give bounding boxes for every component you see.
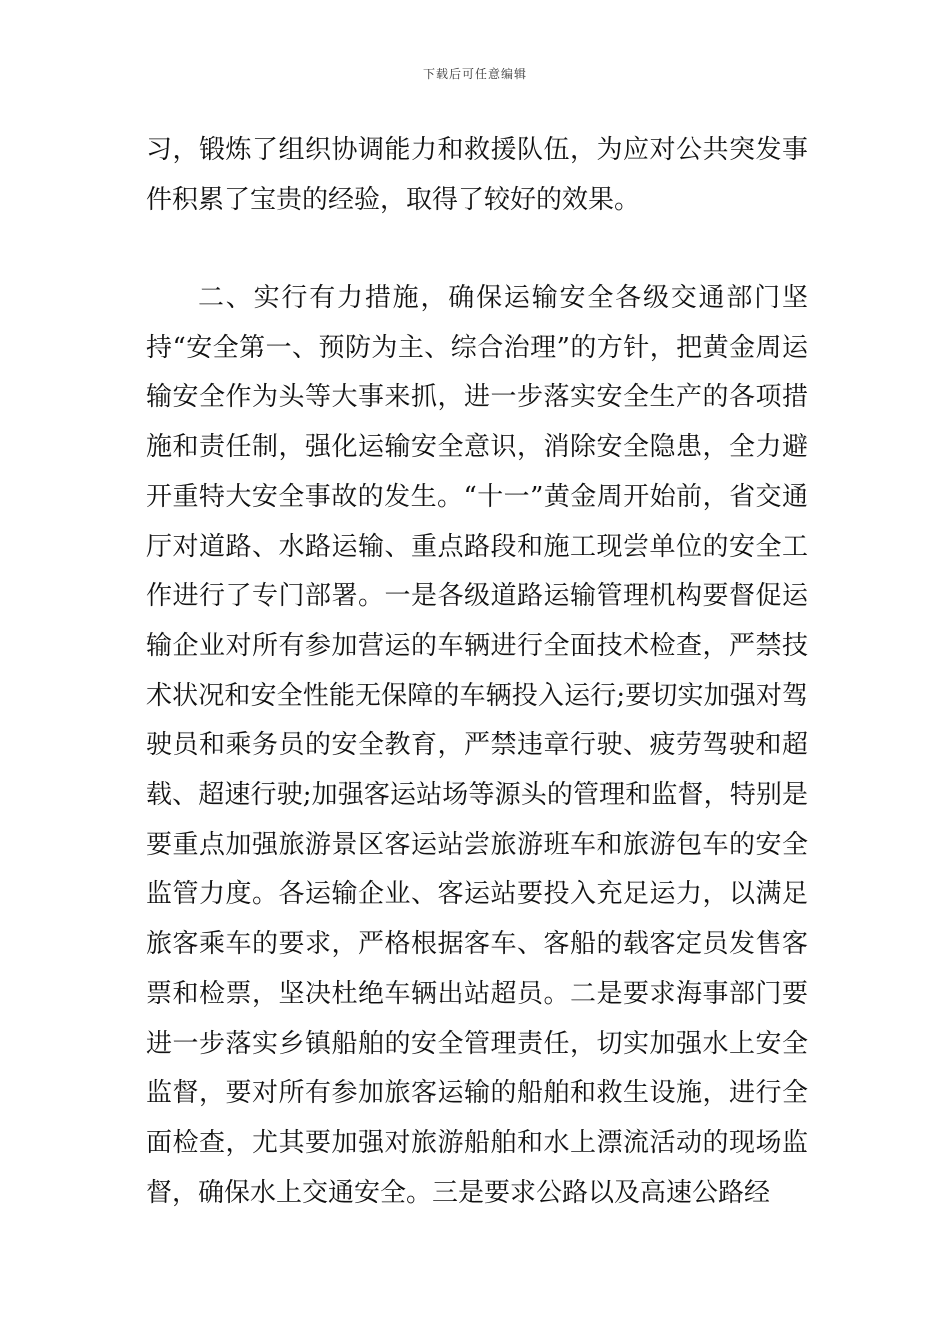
- page-header-note: 下载后可任意编辑: [422, 67, 527, 81]
- paragraph-section-two: 二、实行有力措施，确保运输安全各级交通部门坚持“安全第一、预防为主、综合治理”的方针，把黄金周运输安全作为头等大事来抓，进一步落实安全生产的各项措施和责任制，强化运输安全意识，消除安全隐患，全力避开重特大安全事故的发生。“十一”黄金周开始前，省交通厅对道路、水路运输、重点路段和施工现尝单位的安全工作进行了专门部署。一是各级道路运输管理机构要督促运输企业对所有参加营运的车辆进行全面技术检查，严禁技术状况和安全性能无保障的车辆投入运行;要切实加强对驾驶员和乘务员的安全教育，严禁违章行驶、疲劳驾驶和超载、超速行驶;加强客运站场等源头的管理和监督，特别是要重点加强旅游景区客运站尝旅游班车和旅游包车的安全监管力度。各运输企业、客运站要投入充足运力，以满足旅客乘车的要求，严格根据客车、客船的载客定员发售客票和检票，坚决杜绝车辆出站超员。二是要求海事部门要进一步落实乡镇船舶的安全管理责任，切实加强水上安全监督，要对所有参加旅客运输的船舶和救生设施，进行全面检查，尤其要加强对旅游船舶和水上漂流活动的现场监督，确保水上交通安全。三是要求公路以及高速公路经: [146, 283, 808, 1208]
- paragraph-continuation: 习，锻炼了组织协调能力和救援队伍，为应对公共突发事件积累了宝贵的经验，取得了较好的效果。: [146, 135, 808, 215]
